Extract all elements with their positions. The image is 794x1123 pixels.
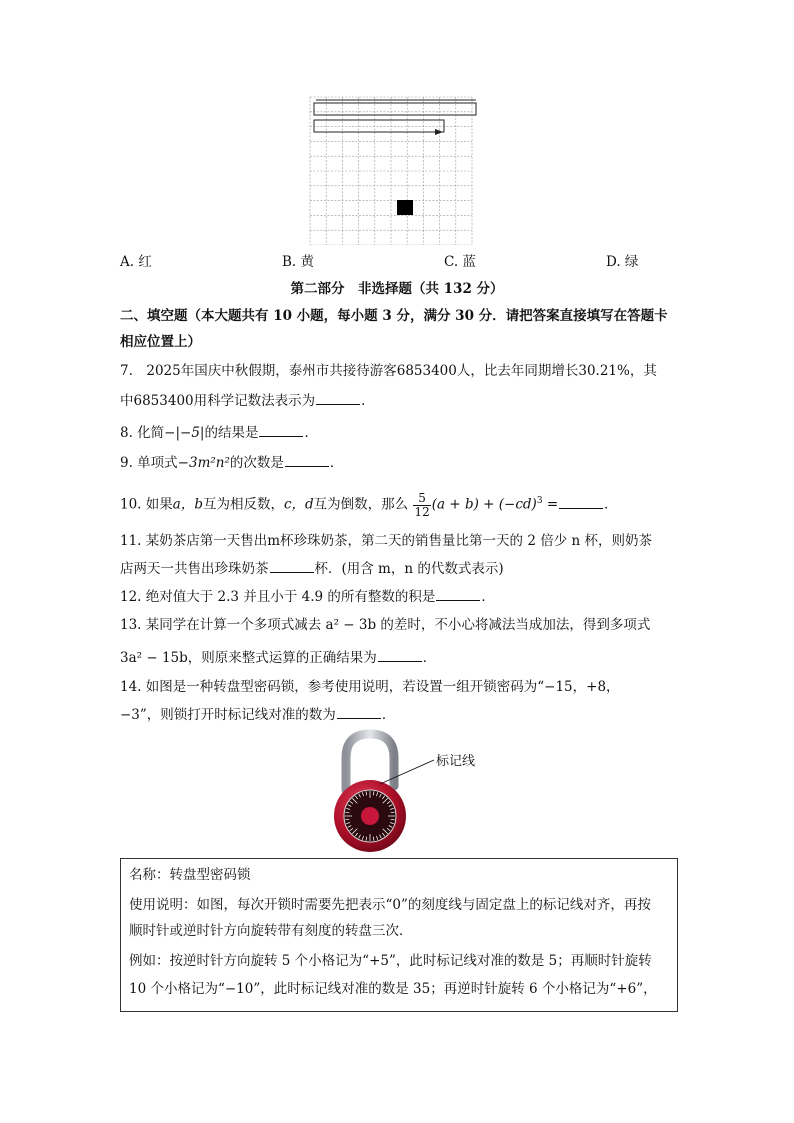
- q14-line1: 14. 如图是一种转盘型密码锁，参考使用说明，若设置一组开锁密码为“−15，+8，: [120, 679, 620, 695]
- marker-line-label: 标记线: [436, 754, 476, 769]
- grid-arrow-head: [435, 129, 443, 135]
- grid-top-bar: [314, 103, 476, 115]
- q12-answer-blank[interactable]: [436, 586, 480, 601]
- instruction-line2: 使用说明：如图，每次开锁时需要先把表示“0”的刻度线与固定盘上的标记线对齐，再按: [129, 897, 651, 913]
- q13-line2-end: ．: [422, 650, 437, 666]
- q10-fraction: [413, 492, 430, 519]
- q11-answer-blank[interactable]: [270, 558, 314, 573]
- q10-fraction-den: 12: [414, 504, 430, 519]
- section2-heading-line2: 相应位置上）: [120, 334, 201, 350]
- q14-line2-text: −3”，则锁打开时标记线对准的数为: [120, 707, 336, 723]
- q10-vars-ab: a，b: [172, 496, 203, 513]
- q11-line2-end: 杯．(用含 m，n 的代数式表示): [314, 561, 504, 577]
- q9-answer-blank[interactable]: [285, 452, 329, 467]
- instruction-box: [120, 858, 678, 1012]
- q10-text-e: 互为倒数，那么: [313, 496, 409, 513]
- instruction-line1: 名称：转盘型密码锁: [129, 867, 251, 883]
- option-a: A. 红: [120, 254, 152, 270]
- q11-line1: 11. 某奶茶店第一天售出m杯珍珠奶茶，第二天的销售量比第一天的 2 倍少 n 杯，则奶茶: [120, 533, 653, 549]
- grid-second-bar: [314, 120, 444, 132]
- q9: [120, 452, 343, 473]
- q9-text-c: ．: [329, 455, 344, 471]
- instruction-line4: 例如：按逆时针方向旋转 5 个小格记为“+5”，此时标记线对准的数是 5；再顺时针旋转: [129, 953, 652, 969]
- q13-line2: [120, 647, 436, 668]
- q12-text: 12. 绝对值大于 2.3 并且小于 4.9 的所有整数的积是: [120, 589, 436, 605]
- q7-line2-end: ．: [361, 393, 375, 409]
- marker-line: [380, 760, 434, 784]
- q13-line2-text: 3a² − 15b，则原来整式运算的正确结果为: [120, 650, 377, 666]
- q8: [120, 422, 318, 443]
- q11-line2: [120, 558, 504, 579]
- q7-line2: [120, 390, 375, 411]
- q10-fraction-num: 5: [413, 492, 430, 506]
- q10: [120, 484, 618, 522]
- q13-line1: 13. 某同学在计算一个多项式减去 a² − 3b 的差时，不小心将减法当成加法，得到多项式: [120, 617, 651, 633]
- q14-line2-end: ．: [381, 707, 396, 723]
- q9-text-b: 的次数是: [229, 455, 284, 471]
- combination-lock-figure: [320, 728, 480, 852]
- q8-answer-blank[interactable]: [259, 422, 303, 437]
- q11-line2-text: 店两天一共售出珍珠奶茶: [120, 561, 269, 577]
- q10-expression: (a + b) + (−cd): [431, 496, 537, 513]
- q13-answer-blank[interactable]: [378, 647, 422, 662]
- option-b: B. 黄: [282, 254, 315, 270]
- q8-text-a: 8. 化简: [120, 425, 165, 441]
- q9-text-a: 9. 单项式: [120, 455, 178, 471]
- grid-figure: [308, 95, 484, 245]
- q8-expression: −|−5|: [164, 425, 205, 441]
- q10-answer-blank[interactable]: [559, 494, 603, 509]
- option-c: C. 蓝: [444, 254, 476, 270]
- q12-end: ．: [481, 589, 495, 605]
- q8-text-c: ．: [304, 425, 318, 441]
- q10-exponent: 3: [536, 496, 543, 506]
- q10-end: ．: [604, 496, 618, 513]
- section2-heading-line1: 二、填空题（本大题共有 10 小题，每小题 3 分，满分 30 分．请把答案直接填写在答题卡: [120, 308, 668, 324]
- lock-dial-center: [361, 807, 379, 825]
- grid-filled-cell: [397, 200, 413, 215]
- q10-equals: =: [542, 496, 559, 513]
- q12: [120, 586, 495, 607]
- q9-expression: −3m²n²: [177, 455, 230, 471]
- q7-line1: 7. 2025年国庆中秋假期，泰州市共接待游客6853400人，比去年同期增长30.21%，其: [120, 363, 657, 379]
- q10-text-c: 互为相反数，: [202, 496, 284, 513]
- q10-vars-cd: c，d: [283, 496, 314, 513]
- q8-text-b: 的结果是: [204, 425, 259, 441]
- q7-answer-blank[interactable]: [316, 390, 360, 405]
- instruction-line5: 10 个小格记为“−10”，此时标记线对准的数是 35；再逆时针旋转 6 个小格记为“+6”，: [129, 981, 657, 997]
- instruction-line3: 顺时针或逆时针方向旋转带有刻度的转盘三次．: [129, 923, 413, 939]
- q7-line2-text: 中6853400用科学记数法表示为: [120, 393, 316, 409]
- part2-title: 第二部分 非选择题（共 132 分）: [290, 281, 504, 297]
- q10-text-a: 10. 如果: [120, 496, 173, 513]
- q14-line2: [120, 704, 395, 725]
- option-d: D. 绿: [606, 254, 639, 270]
- q14-answer-blank[interactable]: [337, 704, 381, 719]
